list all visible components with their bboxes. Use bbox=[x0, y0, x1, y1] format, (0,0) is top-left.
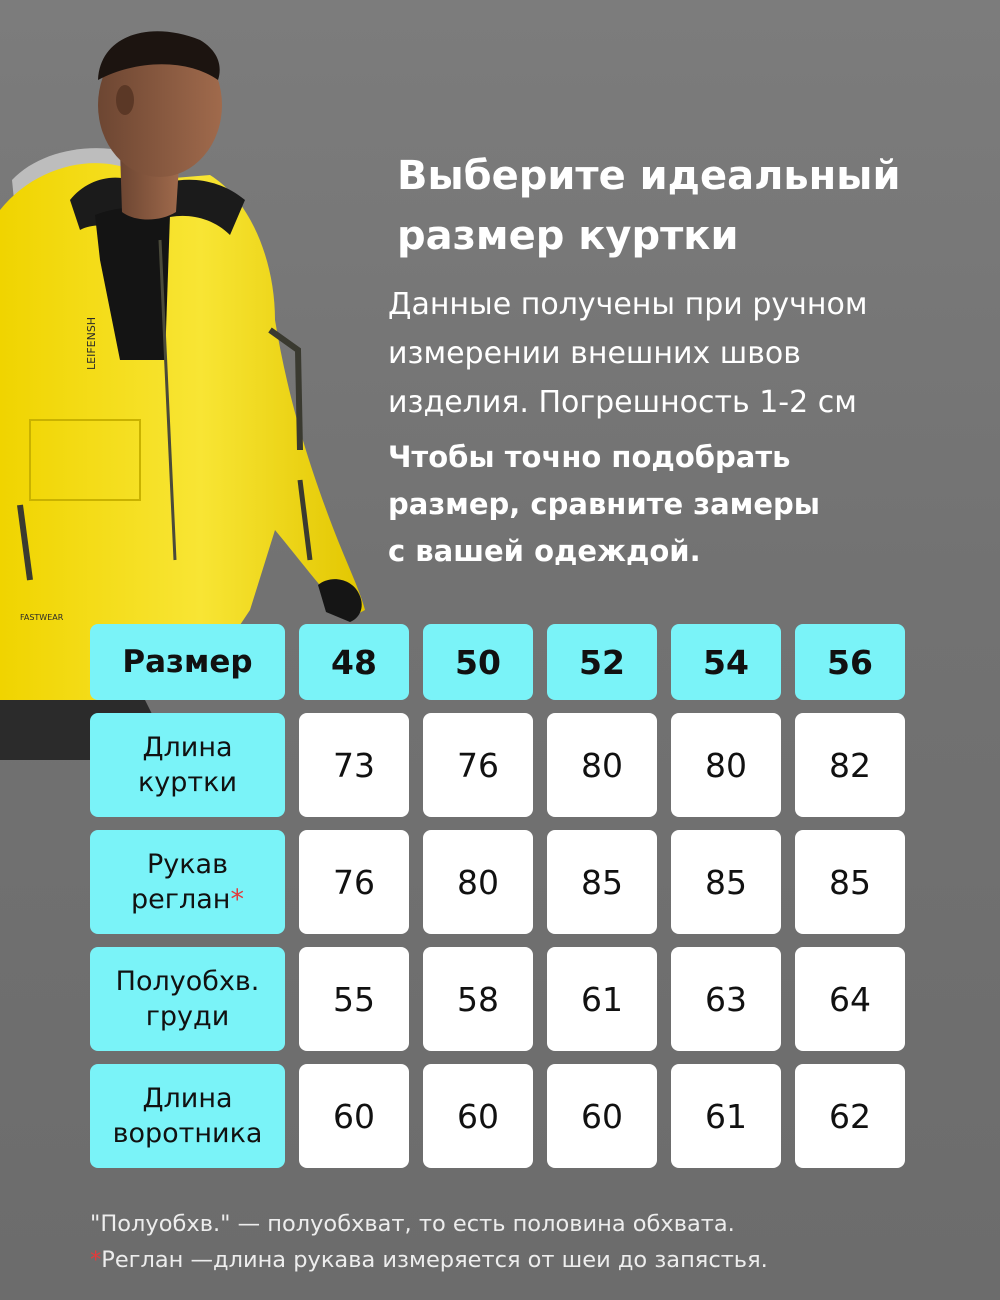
table-cell: 55 bbox=[299, 947, 409, 1051]
table-cell: 61 bbox=[671, 1064, 781, 1168]
jacket-pocket-print: FASTWEAR bbox=[20, 613, 64, 622]
table-cell: 80 bbox=[671, 713, 781, 817]
table-cell: 61 bbox=[547, 947, 657, 1051]
row-label-half-chest bbox=[90, 947, 285, 1051]
table-cell: 80 bbox=[547, 713, 657, 817]
tip-line-2: размер, сравните замеры bbox=[388, 487, 820, 521]
fitting-tip bbox=[388, 434, 968, 575]
table-cell: 85 bbox=[547, 830, 657, 934]
row-label-line-2: груди bbox=[145, 1001, 230, 1032]
table-cell: 58 bbox=[423, 947, 533, 1051]
title-line-2: размер куртки bbox=[397, 213, 739, 259]
footnote-raglan bbox=[90, 1242, 970, 1278]
row-label-line-2: воротника bbox=[112, 1118, 263, 1149]
table-cell: 80 bbox=[423, 830, 533, 934]
size-header-52: 52 bbox=[547, 624, 657, 700]
row-label-raglan-sleeve bbox=[90, 830, 285, 934]
table-cell: 82 bbox=[795, 713, 905, 817]
footnote-half-girth: "Полуобхв." — полуобхват, то есть половина обхвата. bbox=[90, 1211, 735, 1237]
table-cell: 60 bbox=[423, 1064, 533, 1168]
title-line-1: Выберите идеальный bbox=[397, 153, 901, 199]
size-header-48: 48 bbox=[299, 624, 409, 700]
row-label-line-1: Длина bbox=[142, 1083, 233, 1114]
asterisk-mark: * bbox=[90, 1247, 102, 1273]
row-label-line-2: куртки bbox=[137, 767, 237, 798]
page-title bbox=[397, 146, 957, 266]
size-header-56: 56 bbox=[795, 624, 905, 700]
description-line-3: изделия. Погрешность 1-2 см bbox=[388, 385, 857, 420]
table-cell: 60 bbox=[299, 1064, 409, 1168]
size-header-50: 50 bbox=[423, 624, 533, 700]
footnote-raglan-text: Реглан —длина рукава измеряется от шеи до запястья. bbox=[101, 1247, 768, 1273]
size-header-label: Размер bbox=[90, 624, 285, 700]
table-cell: 76 bbox=[299, 830, 409, 934]
table-cell: 63 bbox=[671, 947, 781, 1051]
table-cell: 73 bbox=[299, 713, 409, 817]
table-cell: 76 bbox=[423, 713, 533, 817]
row-label-line-1: Полуобхв. bbox=[115, 966, 260, 997]
asterisk-mark: * bbox=[230, 884, 244, 915]
description-line-1: Данные получены при ручном bbox=[388, 287, 868, 322]
row-label-collar-length bbox=[90, 1064, 285, 1168]
table-cell: 60 bbox=[547, 1064, 657, 1168]
table-cell: 85 bbox=[795, 830, 905, 934]
tip-line-3: с вашей одеждой. bbox=[388, 534, 701, 568]
size-header-54: 54 bbox=[671, 624, 781, 700]
tip-line-1: Чтобы точно подобрать bbox=[388, 440, 791, 474]
description-line-2: измерении внешних швов bbox=[388, 336, 801, 371]
row-label-line-2: реглан bbox=[131, 884, 231, 915]
jacket-brand-print: LEIFENSH bbox=[85, 316, 98, 370]
row-label-line-1: Длина bbox=[142, 732, 233, 763]
row-label-line-1: Рукав bbox=[146, 849, 229, 880]
measurement-description bbox=[388, 280, 968, 427]
footnotes bbox=[90, 1206, 970, 1278]
table-cell: 62 bbox=[795, 1064, 905, 1168]
table-cell: 64 bbox=[795, 947, 905, 1051]
table-cell: 85 bbox=[671, 830, 781, 934]
row-label-jacket-length bbox=[90, 713, 285, 817]
size-table bbox=[90, 624, 906, 1168]
